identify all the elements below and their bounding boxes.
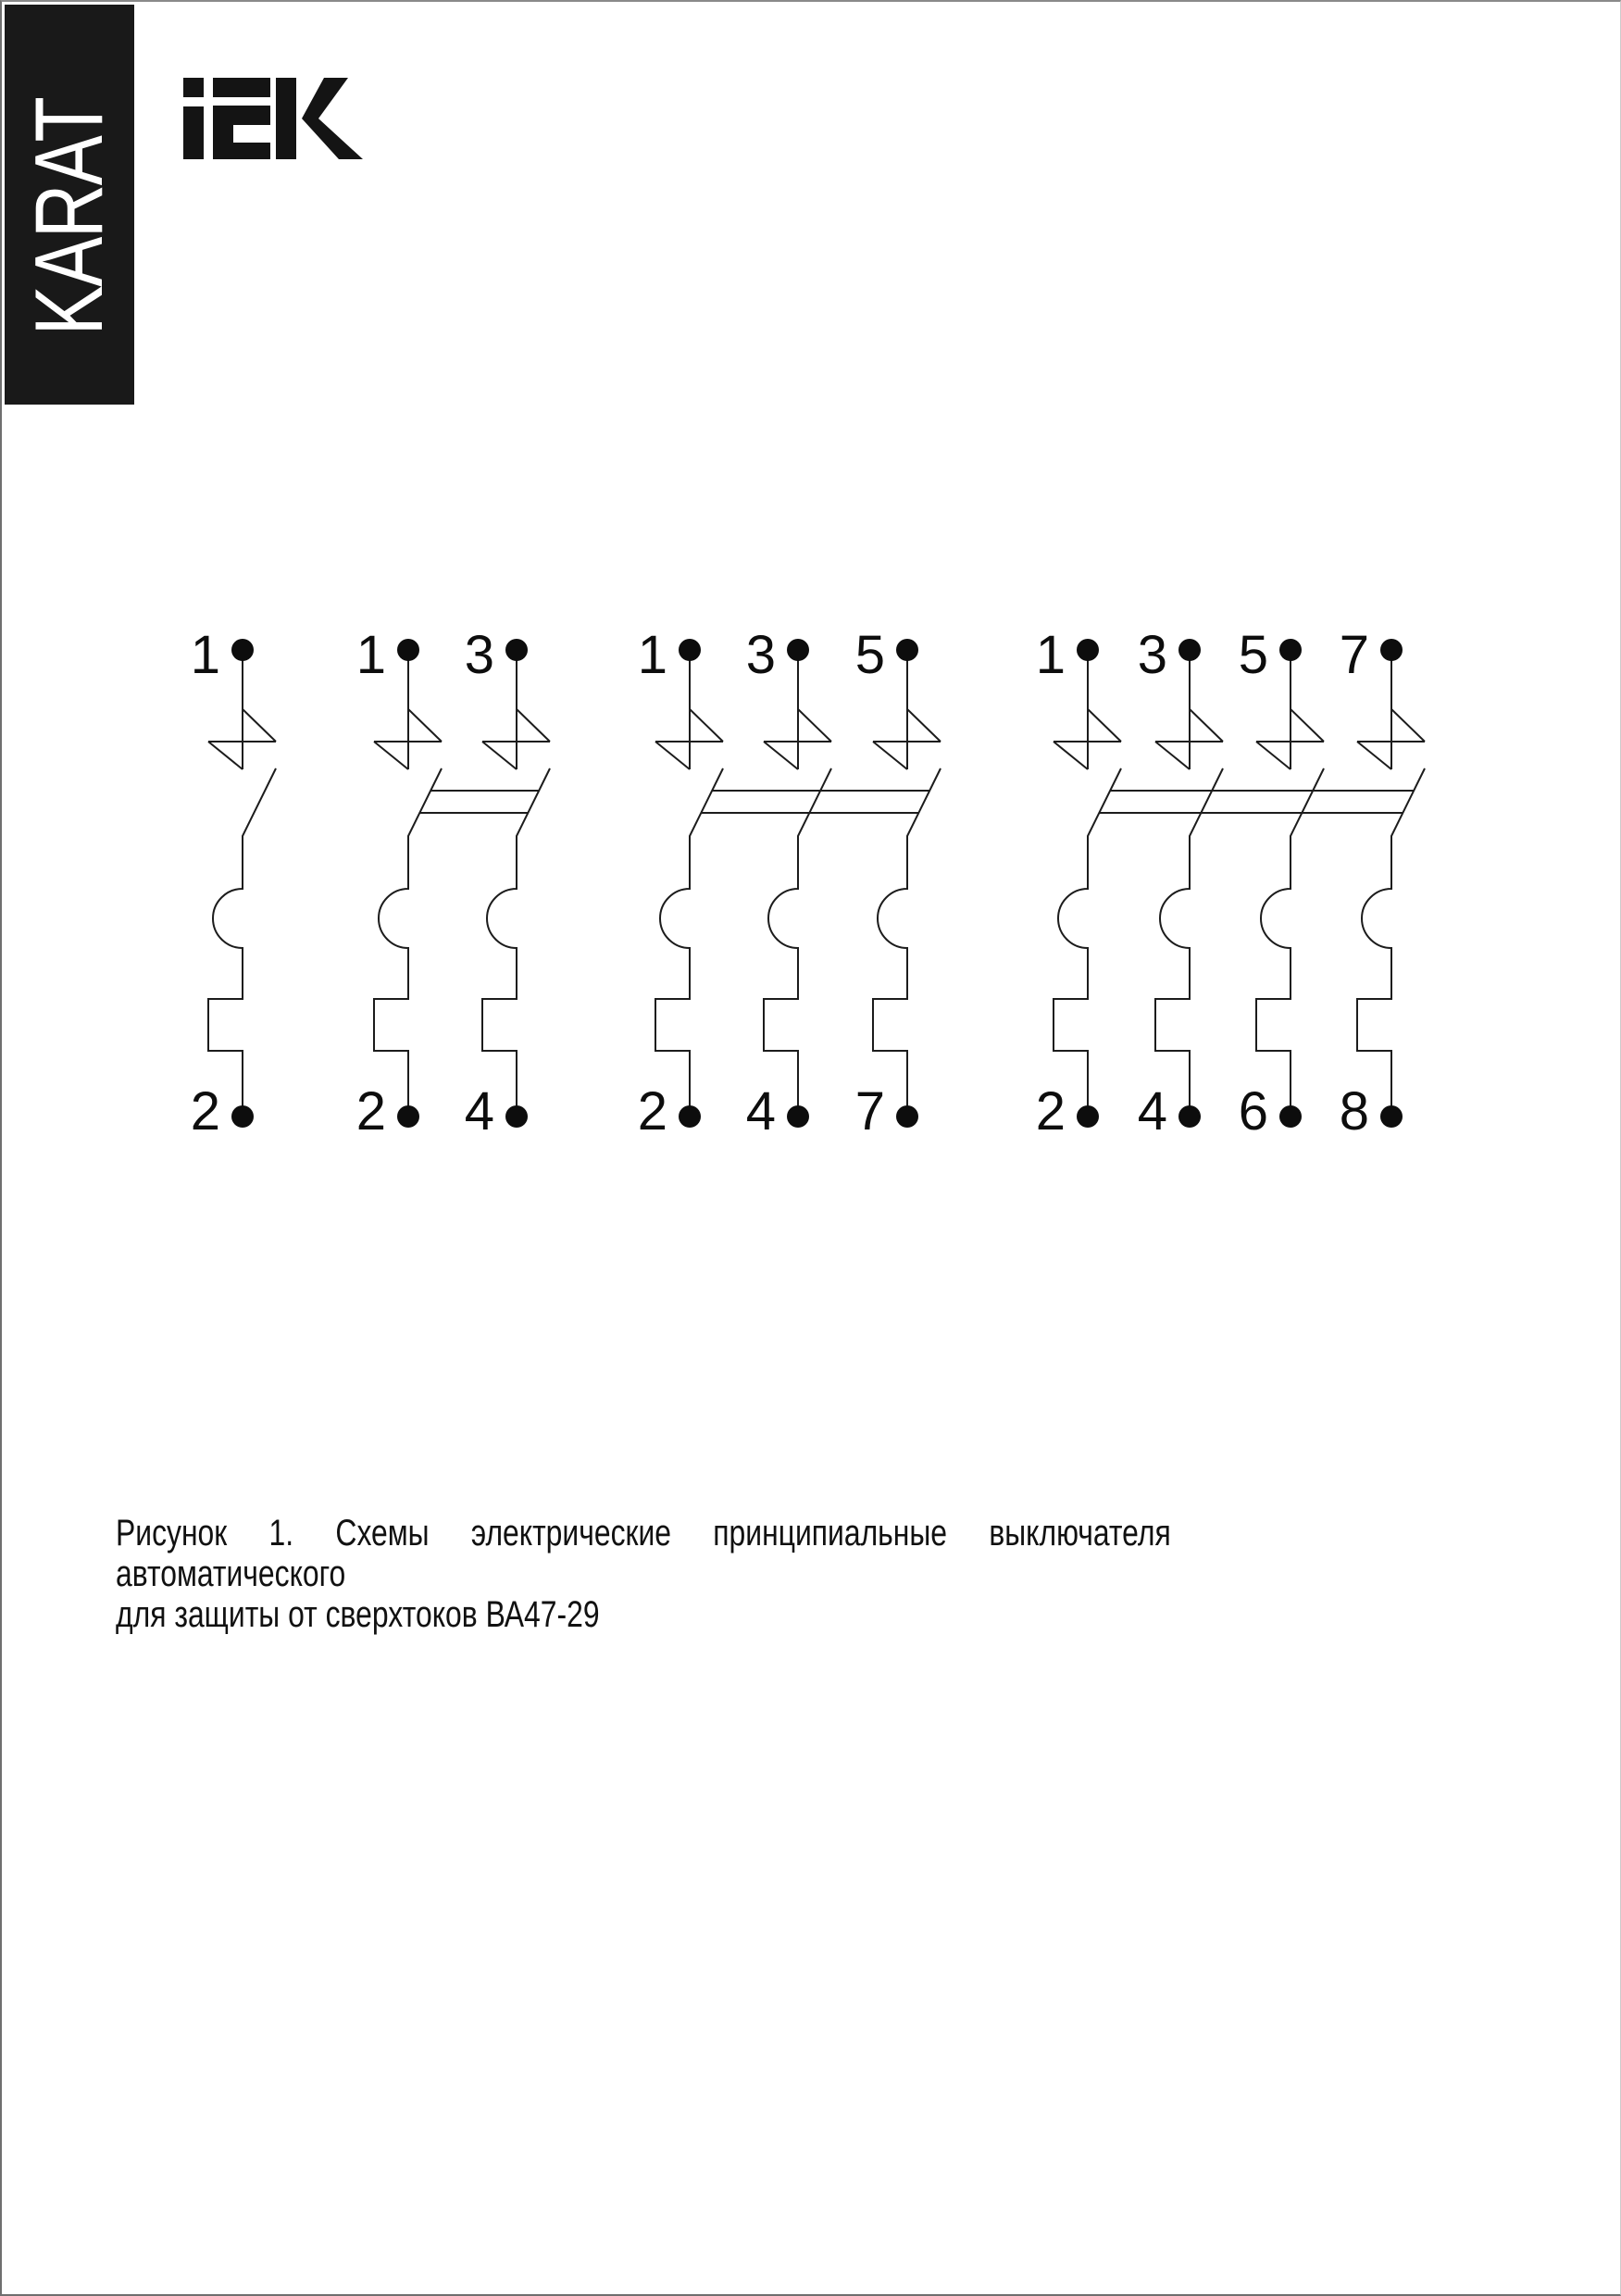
iek-logo-e-body [213,106,270,159]
pole-circuit-path [1155,650,1223,1117]
breaker-group-1-pole [191,625,276,1142]
iek-logo-e-top-bar [213,78,270,97]
breaker-group-3-pole [638,625,941,1142]
pole-circuit-path [655,650,723,1117]
pole-circuit-path [208,650,276,1117]
terminal-label-bottom: 2 [637,1081,667,1142]
schematic-figure [2,2,1621,2296]
terminal-label-top: 1 [1035,625,1066,685]
pole-circuit-path [1054,650,1121,1117]
figure-caption-line-1: Рисунок 1. Схемы электрические принципиальные выключателя автоматического [116,1513,1171,1594]
terminal-label-top: 1 [355,625,386,685]
terminal-label-top: 3 [1137,625,1167,685]
terminal-dot-top [1178,639,1201,661]
figure-caption-line-2: для защиты от сверхтоков ВА47-29 [116,1594,600,1635]
terminal-label-top: 1 [637,625,667,685]
terminal-label-top: 5 [854,625,885,685]
terminal-label-bottom: 8 [1339,1081,1369,1142]
terminal-label-bottom: 4 [745,1081,776,1142]
terminal-label-top: 7 [1339,625,1369,685]
terminal-dot-top [896,639,918,661]
terminal-label-bottom: 2 [1035,1081,1066,1142]
karat-brand-label: KARAT [16,97,123,336]
pole-circuit-path [482,650,550,1117]
terminal-dot-top [1279,639,1302,661]
pole-circuit-path [764,650,831,1117]
terminal-label-top: 3 [464,625,494,685]
terminal-dot-bottom [679,1105,701,1128]
terminal-dot-bottom [787,1105,809,1128]
terminal-dot-bottom [505,1105,528,1128]
iek-logo-i-stem [183,106,204,159]
terminal-dot-top [1380,639,1403,661]
terminal-dot-bottom [1279,1105,1302,1128]
terminal-dot-bottom [896,1105,918,1128]
terminal-dot-top [231,639,254,661]
pole-circuit-path [873,650,941,1117]
iek-logo-k-stem [276,78,296,159]
terminal-dot-top [397,639,419,661]
terminal-dot-top [787,639,809,661]
terminal-dot-top [505,639,528,661]
terminal-dot-bottom [397,1105,419,1128]
terminal-dot-top [1077,639,1099,661]
terminal-dot-bottom [231,1105,254,1128]
terminal-dot-top [679,639,701,661]
terminal-label-bottom: 4 [464,1081,494,1142]
terminal-label-top: 5 [1238,625,1268,685]
terminal-dot-bottom [1380,1105,1403,1128]
terminal-label-bottom: 2 [355,1081,386,1142]
pole-circuit-path [1256,650,1324,1117]
pole-circuit-path [374,650,442,1117]
terminal-label-bottom: 2 [190,1081,220,1142]
terminal-dot-bottom [1077,1105,1099,1128]
breaker-groups [191,625,1425,1142]
breaker-group-2-pole [356,625,550,1142]
terminal-label-top: 3 [745,625,776,685]
breaker-group-4-pole [1036,625,1425,1142]
figure-caption [116,1513,1171,1635]
terminal-label-bottom: 6 [1238,1081,1268,1142]
terminal-label-bottom: 4 [1137,1081,1167,1142]
iek-logo-i-dot [183,78,204,97]
pole-circuit-path [1357,650,1425,1117]
terminal-dot-bottom [1178,1105,1201,1128]
terminal-label-top: 1 [190,625,220,685]
terminal-label-bottom: 7 [854,1081,885,1142]
iek-logo [183,78,363,159]
iek-logo-k-chevron [302,78,363,159]
